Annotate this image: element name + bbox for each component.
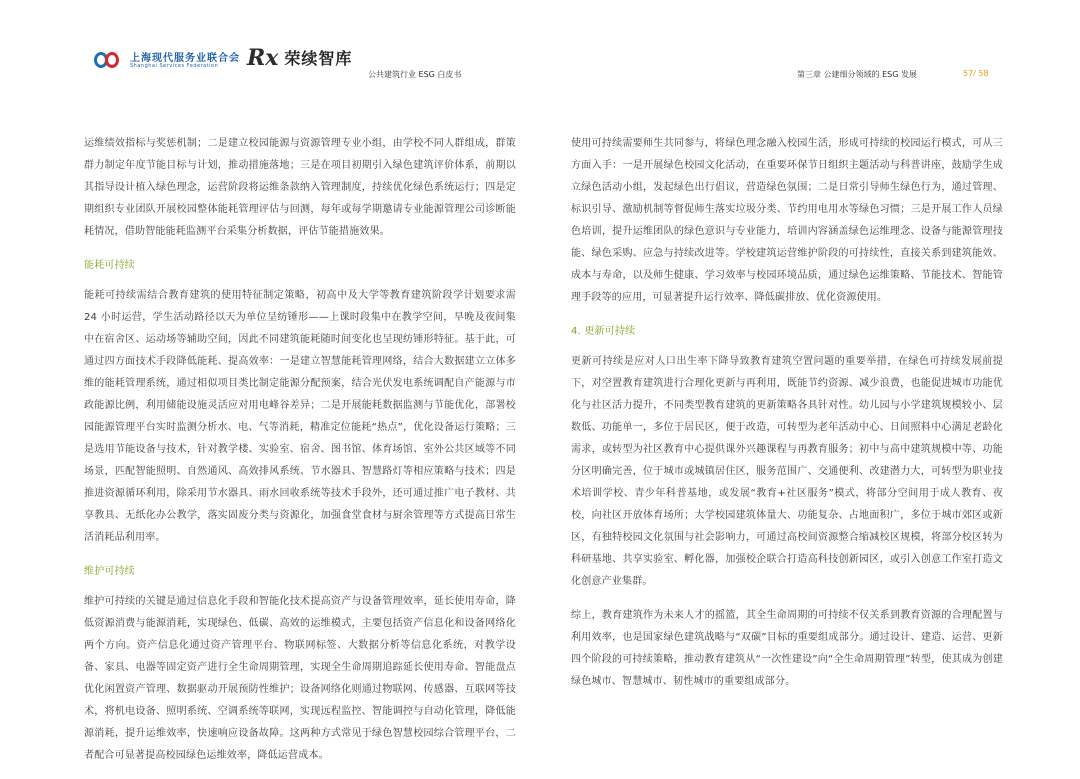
paragraph: 运维绩效指标与奖惩机制；二是建立校园能源与资源管理专业小组，由学校不同人群组成，群策群力制定年度节能目标与计划，推动措施落地；三是在项目初期引入绿色建筑评价体系，前期以其指导设计植入绿色理念，运营阶段将运维条款纳入管理制度，持续优化绿色系统运行；四是定期组织专业团队开展校园整体能耗管理评估与回测，每年或每学期邀请专业能源管理公司诊断能耗情况，借助智能能耗监测平台采集分析数据，评估节能措施效果。 (84, 138, 516, 237)
rx-logo (247, 46, 352, 69)
paragraph: 使用可持续需要师生共同参与，将绿色理念融入校园生活，形成可持续的校园运行模式，可从三方面入手：一是开展绿色校园文化活动，在重要环保节日组织主题活动与科普讲座，鼓励学生成立绿色活动小组，发起绿色出行倡议，营造绿色氛围；二是日常引导师生绿色行为，通过管理、标识引导、激励机制等督促师生落实垃圾分类、节约用电用水等绿色习惯；三是开展工作人员绿色培训，提升运维团队的绿色意识与专业能力，培训内容涵盖绿色运维理念、设备与能源管理技能、绿色采购、应急与持续改进等。学校建筑运营维护阶段的可持续性，直接关系到建筑能效、成本与寿命，以及师生健康、学习效率与校园环境品质，通过绿色运维策略、节能技术、智能管理手段等的应用，可显著提升运行效率、降低碳排放、优化资源使用。 (571, 138, 1003, 303)
paragraph: 更新可持续是应对人口出生率下降导致教育建筑空置问题的重要举措，在绿色可持续发展前提下，对空置教育建筑进行合理化更新与再利用，既能节约资源、减少浪费，也能促进城市功能优化与社区活力提升，不同类型教育建筑的更新策略各具针对性。幼儿园与小学建筑规模较小、层数低、功能单一，多位于居民区，便于改造，可转型为老年活动中心、日间照料中心满足老龄化需求，或转型为社区教育中心提供课外兴趣课程与再教育服务；初中与高中建筑规模中等、功能分区明确完善，位于城市或城镇居住区，服务范围广、交通便利、改建潜力大，可转型为职业技术培训学校、青少年科普基地，或发展“教育+社区服务”模式，将部分空间用于成人教育、夜校，向社区开放体育场所；大学校园建筑体量大、功能复杂、占地面积广，多位于城市郊区或新区，有独特校园文化氛围与社会影响力，可通过高校间资源整合缩减校区规模，将部分校区转为科研基地、共享实验室、孵化器，加强校企联合打造高科技创新园区，或引入创意工作室打造文化创意产业集群。 (571, 356, 1003, 587)
section-heading-energy: 能耗可持续 (84, 260, 135, 271)
section-heading-maintenance: 维护可持续 (84, 566, 135, 577)
page-header (0, 0, 1080, 100)
paragraph: 能耗可持续需结合教育建筑的使用特征制定策略，初高中及大学等教育建筑阶段学计划要求需 24 小时运营，学生活动路径以天为单位呈纺锤形——上课时段集中在教学空间，早晚及夜间集中在宿舍区、运动场等辅助空间，因此不同建筑能耗随时间变化也呈现纺锤形特征。基于此，可通过四方面技术手段降低能耗、提高效率：一是建立智慧能耗管理网络，结合大数据建立立体多维的能耗管理系统，通过相似项目类比制定能源分配预案，结合光伏发电系统调配自产能源与市政能源比例，利用储能设施灵活应对用电峰谷差异；二是开展能耗数据监测与节能优化，部署校园能源管理平台实时监测分析水、电、气等消耗，精准定位能耗“热点”，优化设备运行策略；三是选用节能设备与技术，针对教学楼、实验室、宿舍、图书馆、体育场馆、室外公共区域等不同场景，匹配智能照明、自然通风、高效排风系统、节水器具、智慧路灯等相应策略与技术；四是推进资源循环利用，除采用节水器具、雨水回收系统等技术手段外，还可通过推广电子教材、共享教具、无纸化办公教学，落实固废分类与资源化，加强食堂食材与厨余管理等方式提高日常生活消耗品利用率。 (84, 290, 516, 543)
ssf-logo-en: Shanghai Services Federation (130, 62, 219, 69)
ssf-logo-cn: 上海现代服务业联合会 (130, 52, 240, 64)
ssf-logo (94, 50, 240, 72)
chapter-title: 第三章 公建细分领域的 ESG 发展 (797, 70, 917, 79)
section-heading-renewal: 4. 更新可持续 (571, 326, 636, 337)
page-number: 57/ 58 (963, 69, 989, 78)
left-column (84, 133, 516, 779)
doc-title: 公共建筑行业 ESG 白皮书 (368, 70, 462, 79)
right-column (571, 133, 1003, 705)
paragraph: 维护可持续的关键是通过信息化手段和智能化技术提高资产与设备管理效率，延长使用寿命，降低资源消费与能源消耗，实现绿色、低碳、高效的运维模式，主要包括资产信息化和设备网络化两个方向。资产信息化通过资产管理平台、物联网标签、大数据分析等信息化系统，对教学设备、家具、电器等固定资产进行全生命周期管理，实现全生命周期追踪延长使用寿命、智能盘点优化闲置资产管理、数据驱动开展预防性维护；设备网络化则通过物联网、传感器、互联网等技术，将机电设备、照明系统、空调系统等联网，实现远程监控、智能调控与自动化管理，降低能源消耗，提升运维效率，快速响应设备故障。这两种方式常见于绿色智慧校园综合管理平台，二者配合可显著提高校园绿色运维效率，降低运营成本。 (84, 596, 516, 761)
rx-logo-cn: 荣续智库 (284, 49, 353, 68)
paragraph: 综上，教育建筑作为未来人才的摇篮，其全生命周期的可持续不仅关系到教育资源的合理配置与利用效率，也是国家绿色建筑战略与“双碳”目标的重要组成部分。通过设计、建造、运营、更新四个阶段的可持续策略，推动教育建筑从“一次性建设”向“全生命周期管理”转型，使其成为创建绿色城市、智慧城市、韧性城市的重要组成部分。 (571, 610, 1003, 687)
rx-logo-icon: Rx (247, 44, 279, 71)
ssf-logo-icon (94, 50, 124, 72)
